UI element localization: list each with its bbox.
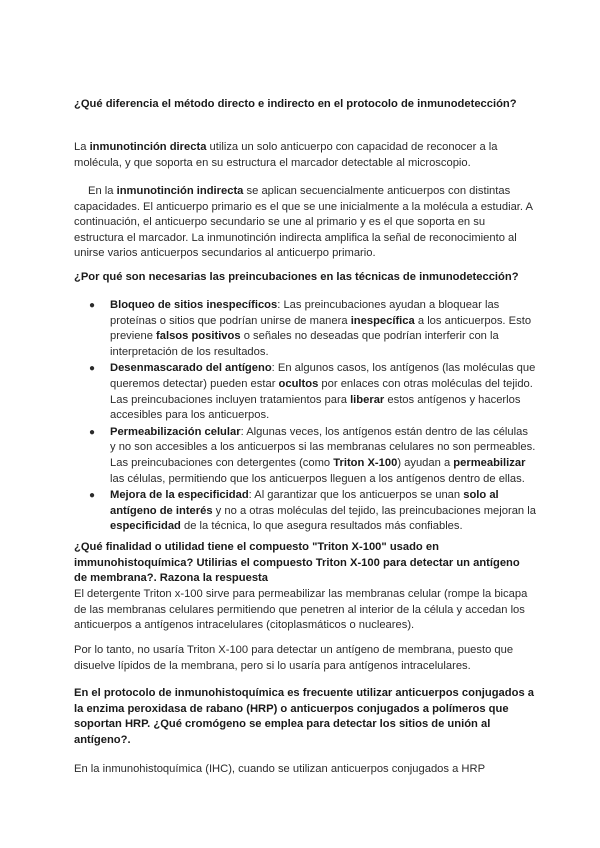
list-item: ● Permeabilización celular: Algunas veces, los antígenos están dentro de las células y no son accesibles a los anticuerpos si las membranas celulares no son permeables. Las preincubaciones con detergentes (como Triton X-100) ayudan a permeabilizar las células, permitiendo que los anticuerpos lleguen a los antígenos dentro de ellas.: [89, 425, 536, 485]
list-item: ● Mejora de la especificidad: Al garantizar que los anticuerpos se unan solo al antígeno de interés y no a otras moléculas del tejido, las preincubaciones mejoran la especificidad de la técnica, lo que asegura resultados más confiables.: [89, 489, 536, 533]
paragraph-membrane: Por lo tanto, no usaría Triton X-100 para detectar un antígeno de membrana, puesto que disuelve lípidos de la membrana, pero si lo usaría para antígenos intracelulares.: [74, 644, 514, 672]
bullet-icon: ●: [89, 363, 96, 375]
list-item: ● Desenmascarado del antígeno: En algunos casos, los antígenos (las moléculas que queremos detectar) pueden estar ocultos por enlaces con otras moléculas del tejido. Las preincubaciones incluyen tratamientos para liberar estos antígenos y hacerlos accesibles para los anticuerpos.: [89, 362, 536, 422]
bullet-icon: ●: [89, 490, 96, 502]
heading-q1: ¿Qué diferencia el método directo e indirecto en el protocolo de inmunodetección?: [74, 98, 517, 110]
heading-q3: ¿Qué finalidad o utilidad tiene el compuesto "Triton X-100" usado en immunohistoquímica? Utilirias el compuesto Triton X-100 para detectar un antígeno de membrana?. Razona la respuesta: [74, 541, 520, 585]
heading-q4: En el protocolo de inmunohistoquímica es frecuente utilizar anticuerpos conjugados a la enzima peroxidasa de rabano (HRP) o anticuerpos conjugados a polímeros que soportan HRP. ¿Qué cromógeno se emplea para detectar los sitios de unión al antígeno?.: [74, 687, 534, 746]
paragraph-direct: La inmunotinción directa utiliza un solo anticuerpo con capacidad de reconocer a la molécula, y que soporta en su estructura el marcador detectable al microscopio.: [74, 141, 498, 169]
list-item: ● Bloqueo de sitios inespecíficos: Las preincubaciones ayudan a bloquear las proteínas o sitios que podrían unirse de manera inespecífica a los anticuerpos. Esto previene falsos positivos o señales no deseadas que podrían interferir con la interpretación de los resultados.: [89, 299, 532, 358]
bullet-icon: ●: [89, 300, 96, 311]
paragraph-triton: El detergente Triton x-100 sirve para permeabilizar las membranas celular (rompe la bicapa de las membranas celulares permitiendo que penetren al interior de la célula y accedan los anticuerpos a antígenos intracelulares (citoplasmáticos o nucleares).: [74, 588, 528, 632]
preincubation-list: [74, 298, 536, 535]
paragraph-ihc: En la inmunohistoquímica (IHC), cuando se utilizan anticuerpos conjugados a HRP: [74, 763, 486, 775]
heading-q2: ¿Por qué son necesarias las preincubaciones en las técnicas de inmunodetección?: [74, 271, 519, 283]
bullet-icon: ●: [89, 426, 96, 438]
paragraph-indirect: En la inmunotinción indirecta se aplican secuencialmente anticuerpos con distintas capacidades. El anticuerpo primario es el que se une inicialmente a la molécula a estudiar. A continuación, el anticuerpo secundario se une al primario y es el que soporta en su estructura el marcador. La inmunotinción indirecta amplifica la señal de reconocimiento al unirse varios anticuerpos secundarios al anticuerpo primario.: [74, 185, 533, 260]
